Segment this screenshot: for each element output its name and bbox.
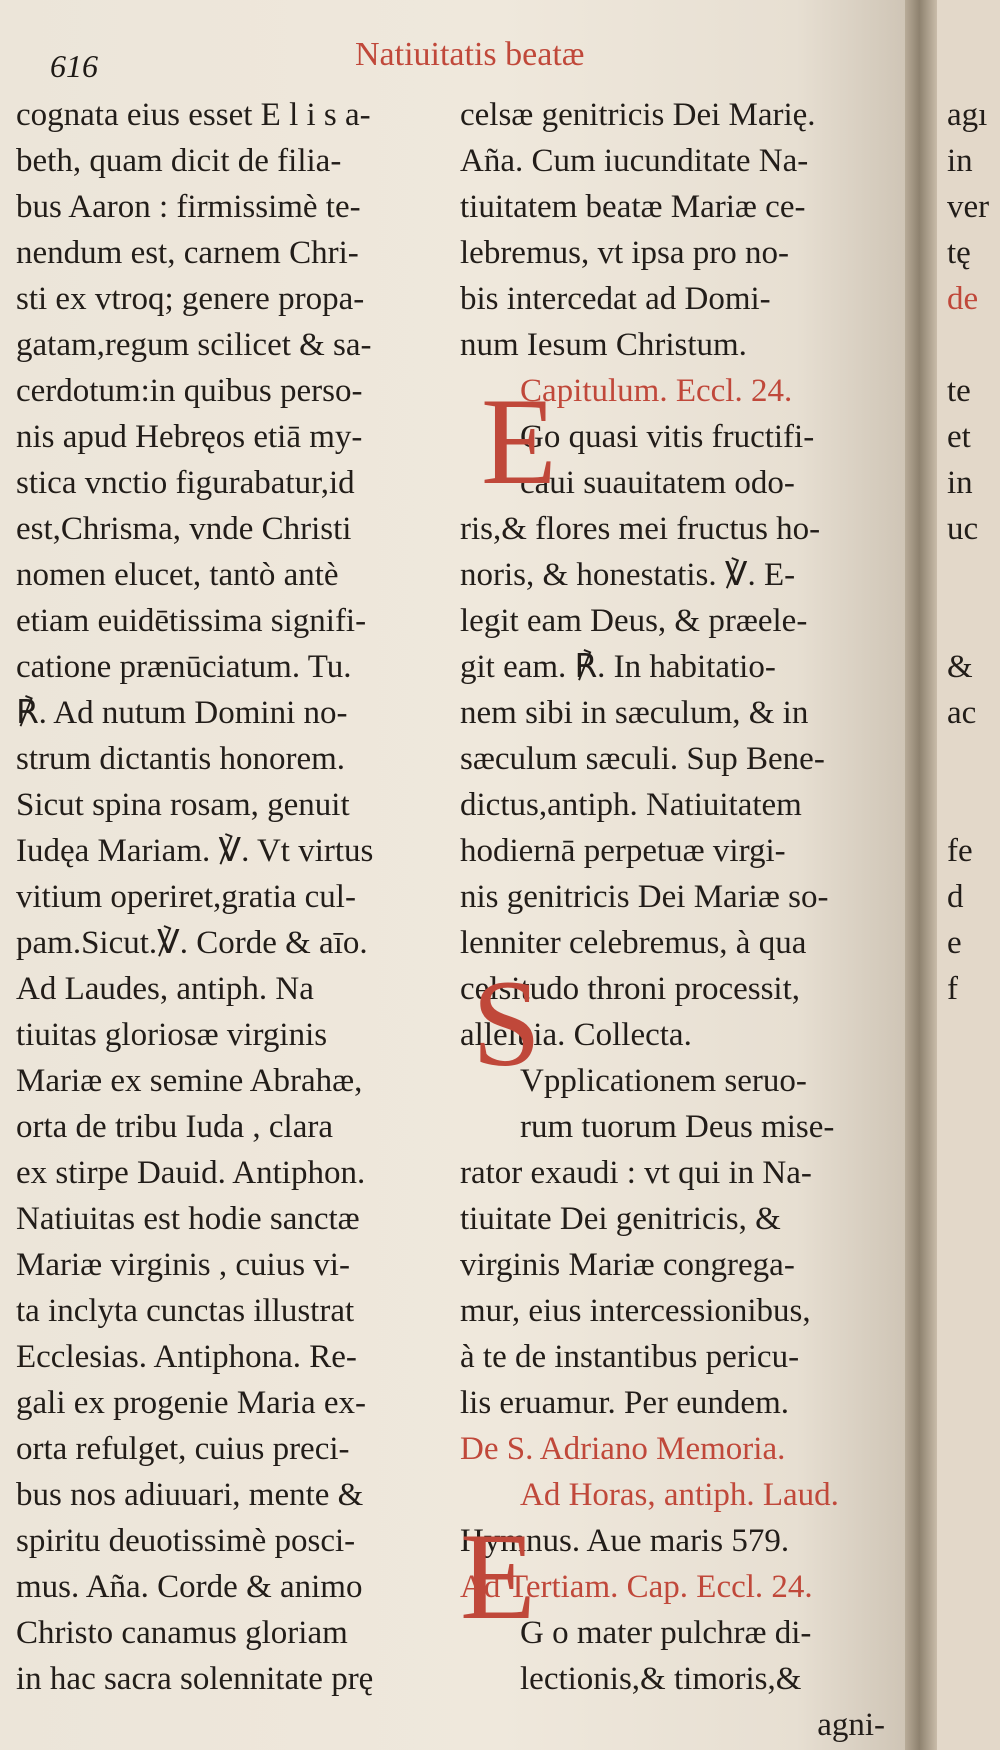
text-line: Mariæ ex semine Abrahæ, [16, 1063, 363, 1099]
text-line: f [947, 971, 958, 1007]
text-line: ex stirpe Dauid. Antiphon. [16, 1155, 366, 1191]
text-line: sæculum sæculi. Sup Bene- [460, 741, 825, 777]
text-line: git eam. ℟. In habitatio- [460, 649, 776, 685]
text-line: pam.Sicut.℣. Corde & aīo. [16, 925, 368, 961]
text-line: bis intercedat ad Domi- [460, 281, 771, 317]
text-line: orta refulget, cuius preci- [16, 1431, 350, 1467]
text-line: nis genitricis Dei Mariæ so- [460, 879, 829, 915]
text-line: Vpplicationem seruo- [520, 1063, 807, 1099]
text-line: lenniter celebremus, à qua [460, 925, 807, 961]
text-line [947, 736, 989, 782]
text-line: ta inclyta cunctas illustrat [16, 1293, 355, 1329]
drop-capital: E [481, 373, 557, 510]
text-line: mur, eius intercessionibus, [460, 1293, 811, 1329]
text-line: nis apud Hebręos etiā my- [16, 419, 363, 455]
text-line: cognata eius esset E l i s a- [16, 97, 371, 133]
right-column [460, 92, 885, 1748]
left-column [16, 92, 456, 1702]
text-line: celsitudo throni processit, [460, 971, 801, 1007]
text-line: est,Chrisma, vnde Christi [16, 511, 352, 547]
text-line: bus Aaron : firmissimè te- [16, 189, 361, 225]
rubric-line: Ad Horas, antiph. Laud. [520, 1477, 839, 1513]
text-line: Mariæ virginis , cuius vi- [16, 1247, 350, 1283]
text-line: de [947, 281, 979, 317]
text-line: beth, quam dicit de filia- [16, 143, 342, 179]
text-line: Natiuitas est hodie sanctæ [16, 1201, 360, 1237]
text-line: ac [947, 695, 977, 731]
running-head: Natiuitatis beatæ [355, 36, 585, 73]
text-line: Aña. Cum iucunditate Na- [460, 143, 809, 179]
text-line: Ecclesias. Antiphona. Re- [16, 1339, 357, 1375]
text-line: te [947, 373, 971, 409]
text-line: uc [947, 511, 979, 547]
text-line: gali ex progenie Maria ex- [16, 1385, 367, 1421]
capitulum-heading: Capitulum. Eccl. 24. [520, 373, 793, 409]
text-line: tiuitatem beatæ Mariæ ce- [460, 189, 806, 225]
next-page-text [947, 92, 989, 1012]
rubric-line: De S. Adriano Memoria. [460, 1431, 786, 1467]
text-line: virginis Mariæ congrega- [460, 1247, 795, 1283]
text-line: caui suauitatem odo- [520, 465, 795, 501]
text-line: spiritu deuotissimè posci- [16, 1523, 356, 1559]
rubric-line: Ad Tertiam. Cap. Eccl. 24. [460, 1569, 813, 1605]
text-line: e [947, 925, 962, 961]
text-line: nomen elucet, tantò antè [16, 557, 339, 593]
text-line: G o mater pulchræ di- [520, 1615, 812, 1651]
text-line [947, 598, 989, 644]
text-line: vitium operiret,gratia cul- [16, 879, 356, 915]
text-line [947, 782, 989, 828]
text-line: dictus,antiph. Natiuitatem [460, 787, 802, 823]
text-line: Hymnus. Aue maris 579. [460, 1523, 790, 1559]
text-line: Sicut spina rosam, genuit [16, 787, 350, 823]
text-line: bus nos adiuuari, mente & [16, 1477, 364, 1513]
text-line: & [947, 649, 973, 685]
text-line: d [947, 879, 964, 915]
text-line: nem sibi in sæculum, & in [460, 695, 809, 731]
drop-capital: E [460, 1508, 536, 1645]
text-line: ℟. Ad nutum Domini no- [16, 695, 348, 731]
text-line: alleluia. Collecta. [460, 1017, 692, 1053]
text-line: tiuitas gloriosæ virginis [16, 1017, 328, 1053]
text-line: etiam euidētissima signifi- [16, 603, 367, 639]
text-line: stica vnctio figurabatur,id [16, 465, 355, 501]
text-line: lectionis,& timoris,& [520, 1661, 802, 1697]
text-line: ris,& flores mei fructus ho- [460, 511, 821, 547]
text-line: lis eruamur. Per eundem. [460, 1385, 790, 1421]
text-line [947, 552, 989, 598]
text-line: num Iesum Christum. [460, 327, 747, 363]
text-line: strum dictantis honorem. [16, 741, 346, 777]
page-number: 616 [50, 48, 98, 84]
text-line: mus. Aña. Corde & animo [16, 1569, 363, 1605]
text-line: in [947, 143, 973, 179]
text-line: agı [947, 97, 988, 133]
text-line: celsæ genitricis Dei Marię. [460, 97, 816, 133]
text-line: tiuitate Dei genitricis, & [460, 1201, 781, 1237]
text-line: à te de instantibus pericu- [460, 1339, 800, 1375]
text-line: lebremus, vt ipsa pro no- [460, 235, 790, 271]
text-line: ver [947, 189, 990, 225]
text-line: et [947, 419, 971, 455]
text-line: noris, & honestatis. ℣. E- [460, 557, 796, 593]
text-line: nendum est, carnem Chri- [16, 235, 359, 271]
text-line: catione prænūciatum. Tu. [16, 649, 352, 685]
text-line: Christo canamus gloriam [16, 1615, 348, 1651]
text-line: Iudęa Mariam. ℣. Vt virtus [16, 833, 374, 869]
drop-capital: S [472, 955, 541, 1092]
text-line: rum tuorum Deus mise- [520, 1109, 835, 1145]
text-line: sti ex vtroq; genere propa- [16, 281, 365, 317]
text-line: gatam,regum scilicet & sa- [16, 327, 372, 363]
text-line: fe [947, 833, 973, 869]
text-line: in [947, 465, 973, 501]
text-line: legit eam Deus, & præele- [460, 603, 808, 639]
book-gutter [905, 0, 937, 1750]
catchword: agni- [817, 1707, 885, 1743]
text-line: tę [947, 235, 971, 271]
text-line: orta de tribu Iuda , clara [16, 1109, 334, 1145]
text-line: in hac sacra solennitate prę [16, 1661, 374, 1697]
text-line: rator exaudi : vt qui in Na- [460, 1155, 812, 1191]
text-line: hodiernā perpetuæ virgi- [460, 833, 786, 869]
text-line: cerdotum:in quibus perso- [16, 373, 363, 409]
rubric-line: Ad Laudes, antiph. Na [16, 971, 314, 1007]
text-line [947, 322, 989, 368]
text-line: Go quasi vitis fructifi- [520, 419, 815, 455]
